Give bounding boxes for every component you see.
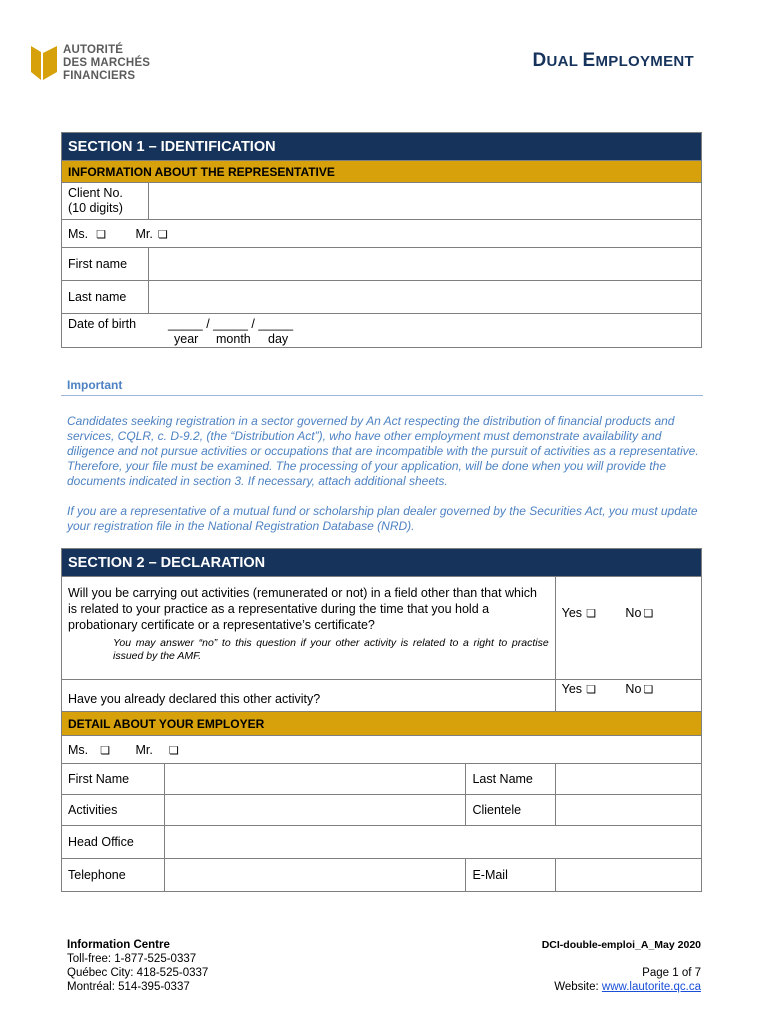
question2-text: Have you already declared this other activity? <box>62 680 556 712</box>
employer-mr-checkbox[interactable]: ❏ <box>168 744 179 757</box>
email-field[interactable] <box>555 859 701 892</box>
clientele-label: Clientele <box>466 795 555 826</box>
employer-ms-checkbox[interactable]: ❏ <box>100 744 111 757</box>
activities-label: Activities <box>62 795 165 826</box>
amf-logo-icon <box>31 46 57 80</box>
employer-salutation-row: Ms. ❏ Mr. ❏ <box>62 736 702 764</box>
info-centre-title: Information Centre <box>67 939 170 951</box>
important-paragraph-1: Candidates seeking registration in a sector governed by An Act respecting the distribution of financial products and services, CQLR, c. D-9.2, (the “Distribution Act”), who have other employment must demonstrate availability and diligence and not pursue activities or occupations that are incompatible with the pursuit of activities as a representative. Therefore, your file must be examined. The processing of your application, will be done when you will provide the documents indicated in section 3. If necessary, attach additional sheets. <box>67 414 699 488</box>
website-line: Website: www.lautorite.qc.ca <box>554 981 701 993</box>
important-paragraph-2: If you are a representative of a mutual fund or scholarship plan dealer governed by the Securities Act, you must update your registration file in the National Registration Database (NRD). <box>67 504 698 533</box>
important-heading: Important <box>67 378 123 392</box>
first-name-label: First name <box>62 248 149 281</box>
dob-month-label: month <box>216 332 251 346</box>
clientele-field[interactable] <box>555 795 701 826</box>
telephone-field[interactable] <box>165 859 466 892</box>
footer-right <box>542 938 701 994</box>
representative-heading: INFORMATION ABOUT THE REPRESENTATIVE <box>62 161 702 183</box>
email-label: E-Mail <box>466 859 555 892</box>
employer-last-name-field[interactable] <box>555 764 701 795</box>
quebec-phone: Québec City: 418-525-0337 <box>67 967 209 979</box>
employer-last-name-label: Last Name <box>466 764 555 795</box>
logo-line-2: DES MARCHÉS <box>63 57 151 69</box>
activities-field[interactable] <box>165 795 466 826</box>
question1-answers: Yes ❏ No ❏ <box>555 577 701 680</box>
salutation-row: Ms. ❏ Mr. ❏ <box>62 220 702 248</box>
section2-table <box>61 548 702 892</box>
footer-contact <box>67 938 208 994</box>
head-office-label: Head Office <box>62 826 165 859</box>
head-office-field[interactable] <box>165 826 702 859</box>
form-code: DCI-double-emploi_A_May 2020 <box>541 939 701 951</box>
montreal-phone: Montréal: 514-395-0337 <box>67 981 190 993</box>
q1-yes-checkbox[interactable]: ❏ <box>586 608 596 620</box>
section1-title: SECTION 1 – IDENTIFICATION <box>62 133 702 161</box>
employer-first-name-label: First Name <box>62 764 165 795</box>
logo-line-1: AUTORITÉ <box>63 44 124 56</box>
employer-heading: DETAIL ABOUT YOUR EMPLOYER <box>62 712 702 736</box>
dob-year-label: year <box>174 332 199 346</box>
dob-field[interactable]: _____ / _____ / _____ <box>168 317 294 331</box>
question2-answers: Yes ❏ No ❏ <box>555 680 701 712</box>
first-name-field[interactable] <box>149 248 702 281</box>
question1-note: You may answer “no” to this question if your other activity is related to a right to practise issued by the AMF. <box>113 636 549 662</box>
last-name-field[interactable] <box>149 281 702 314</box>
question1-note-cell <box>62 637 556 680</box>
toll-free: Toll-free: 1-877-525-0337 <box>67 953 197 965</box>
page-number: Page 1 of 7 <box>642 967 701 979</box>
last-name-label: Last name <box>62 281 149 314</box>
date-of-birth-row: Date of birth _____ / _____ / _____ year month day <box>62 314 702 348</box>
logo-line-3: FINANCIERS <box>63 70 136 82</box>
client-no-label: Client No. (10 digits) <box>62 183 149 220</box>
important-divider <box>61 395 703 396</box>
client-no-field[interactable] <box>149 183 702 220</box>
q2-no-checkbox[interactable]: ❏ <box>643 684 654 696</box>
mr-checkbox[interactable]: ❏ <box>157 228 168 241</box>
section2-title: SECTION 2 – DECLARATION <box>62 549 702 577</box>
employer-first-name-field[interactable] <box>165 764 466 795</box>
section1-table <box>61 132 702 348</box>
q2-yes-checkbox[interactable]: ❏ <box>586 684 596 696</box>
amf-logo <box>31 44 171 92</box>
telephone-label: Telephone <box>62 859 165 892</box>
website-link[interactable]: www.lautorite.qc.ca <box>601 981 701 993</box>
q1-no-checkbox[interactable]: ❏ <box>643 608 654 620</box>
document-title: DUAL EMPLOYMENT <box>532 50 694 71</box>
logo-text <box>63 44 150 83</box>
ms-checkbox[interactable]: ❏ <box>96 228 107 241</box>
question1-text: Will you be carrying out activities (remunerated or not) in a field other than that which is related to your practice as a representative during the time that you hold a probationary certificate or a representative’s certificate? <box>62 577 556 637</box>
dob-day-label: day <box>268 332 289 346</box>
